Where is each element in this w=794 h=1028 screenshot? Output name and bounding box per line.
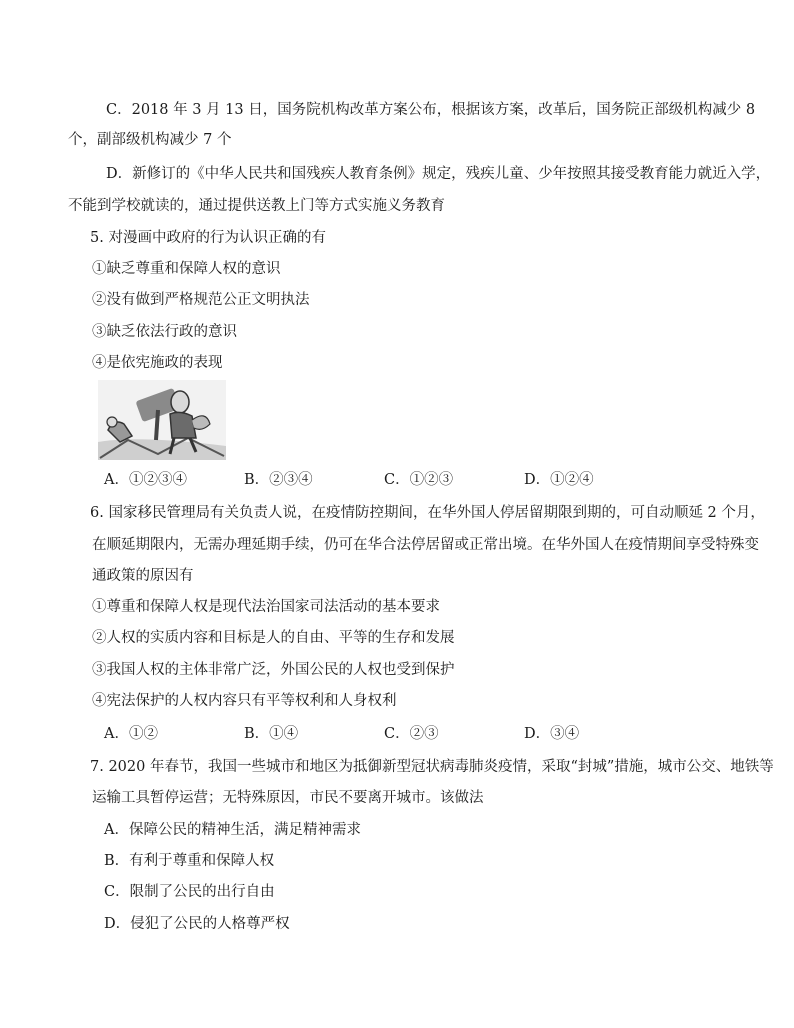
q7-option-a: A．保障公民的精神生活，满足精神需求	[104, 822, 361, 838]
q5-cartoon-image	[98, 380, 226, 460]
q6-stem-line2: 在顺延期限内，无需办理延期手续，仍可在华合法停居留或正常出境。在华外国人在疫情期间享受特殊变	[92, 537, 759, 553]
q7-stem-line1: 7. 2020 年春节，我国一些城市和地区为抵御新型冠状病毒肺炎疫情，采取“封城”措施，城市公交、地铁等	[90, 759, 774, 775]
q6-item-1: ①尊重和保障人权是现代法治国家司法活动的基本要求	[92, 599, 440, 615]
q5-option-d: D．①②④	[524, 472, 594, 488]
q6-option-b: B．①④	[244, 726, 299, 742]
q6-options-row	[104, 724, 579, 744]
q6-item-4: ④宪法保护的人权内容只有平等权利和人身权利	[92, 693, 397, 709]
q6-option-c: C．②③	[384, 726, 439, 742]
q6-stem-line1: 6. 国家移民管理局有关负责人说，在疫情防控期间，在华外国人停居留期限到期的，可自动顺延 2 个月，	[90, 505, 765, 521]
q5-options-row	[104, 470, 594, 490]
q5-stem: 5. 对漫画中政府的行为认识正确的有	[90, 230, 326, 246]
q5-option-c: C．①②③	[384, 472, 454, 488]
q5-item-2: ②没有做到严格规范公正文明执法	[92, 292, 310, 308]
q5-item-1: ①缺乏尊重和保障人权的意识	[92, 261, 281, 277]
q5-option-a: A．①②③④	[104, 472, 187, 488]
q6-option-a: A．①②	[104, 726, 158, 742]
q6-stem-line3: 通政策的原因有	[92, 568, 194, 584]
q6-item-2: ②人权的实质内容和目标是人的自由、平等的生存和发展	[92, 630, 455, 646]
q5-item-4: ④是依宪施政的表现	[92, 355, 223, 371]
q7-option-d: D．侵犯了公民的人格尊严权	[104, 916, 290, 932]
q5-option-b: B．②③④	[244, 472, 313, 488]
q7-stem-line2: 运输工具暂停运营；无特殊原因，市民不要离开城市。该做法	[92, 790, 484, 806]
q7-option-c: C．限制了公民的出行自由	[104, 884, 275, 900]
q6-item-3: ③我国人权的主体非常广泛，外国公民的人权也受到保护	[92, 662, 455, 678]
q4-option-c-line1: C．2018 年 3 月 13 日，国务院机构改革方案公布，根据该方案，改革后，国务院正部级机构减少 8	[106, 102, 756, 118]
q5-item-3: ③缺乏依法行政的意识	[92, 324, 237, 340]
q7-option-b: B．有利于尊重和保障人权	[104, 853, 275, 869]
cartoon-drawing	[98, 380, 226, 460]
q6-option-d: D．③④	[524, 726, 580, 742]
q4-option-d-line2: 不能到学校就读的，通过提供送教上门等方式实施义务教育	[68, 198, 445, 214]
q4-option-c-line2: 个，副部级机构减少 7 个	[68, 132, 232, 148]
q4-option-d-line1: D．新修订的《中华人民共和国残疾人教育条例》规定，残疾儿童、少年按照其接受教育能力就近入学，	[106, 166, 771, 182]
